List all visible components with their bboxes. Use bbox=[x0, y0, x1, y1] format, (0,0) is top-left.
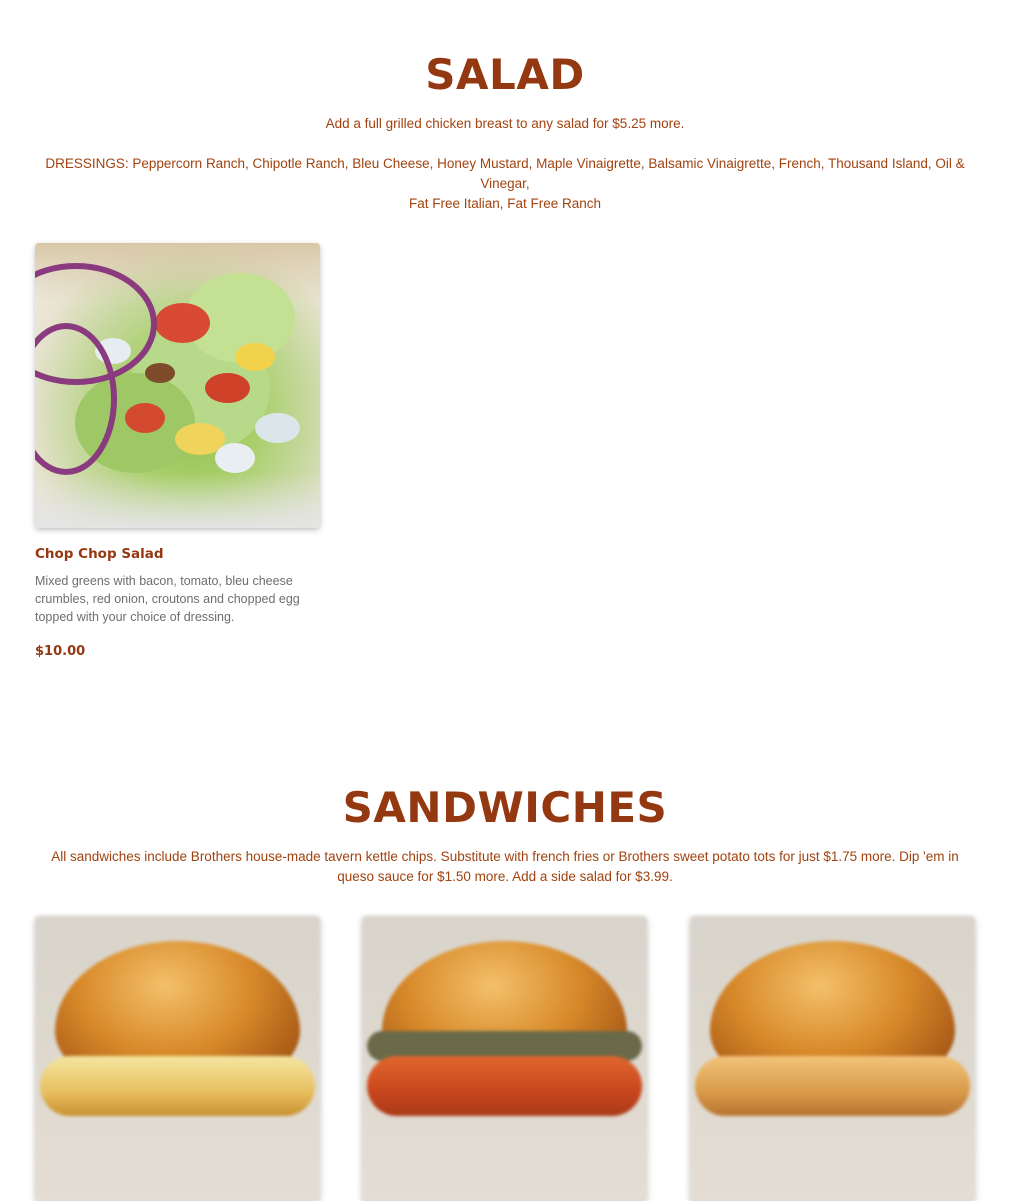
dressings-line-2: Fat Free Italian, Fat Free Ranch bbox=[408, 196, 602, 211]
salad-section-title: SALAD bbox=[425, 50, 585, 99]
menu-item-card[interactable] bbox=[362, 916, 647, 1201]
menu-item-price: $10.00 bbox=[35, 644, 86, 659]
salad-photo[interactable] bbox=[35, 243, 320, 528]
onion-sandwich-photo[interactable] bbox=[690, 916, 975, 1201]
salad-dressings-note bbox=[35, 154, 975, 214]
sandwiches-note: All sandwiches include Brothers house-made tavern kettle chips. Substitute with french fries or Brothers sweet potato tots for just $1.75 more. Dip 'em in queso sauce for $1.50 more. Add a side salad for $3.99. bbox=[51, 849, 959, 884]
menu-item-card[interactable] bbox=[35, 243, 320, 659]
menu-item-description: Mixed greens with bacon, tomato, bleu cheese crumbles, red onion, croutons and chopped egg topped with your choice of dressing. bbox=[35, 574, 300, 624]
chicken-sandwich-photo[interactable] bbox=[35, 916, 320, 1201]
bowl-rim-bottom bbox=[35, 473, 320, 528]
menu-item-card[interactable] bbox=[35, 916, 320, 1201]
dressings-line-1: DRESSINGS: Peppercorn Ranch, Chipotle Ranch, Bleu Cheese, Honey Mustard, Maple Vinaigrette, Balsamic Vinaigrette, French, Thousand Island, Oil & Vinegar, bbox=[45, 156, 965, 191]
buffalo-sandwich-photo[interactable] bbox=[362, 916, 647, 1201]
menu-item-card[interactable] bbox=[690, 916, 975, 1201]
menu-item-name: Chop Chop Salad bbox=[35, 546, 164, 562]
salad-chicken-note: Add a full grilled chicken breast to any salad for $5.25 more. bbox=[325, 116, 685, 131]
sandwiches-section-title: SANDWICHES bbox=[342, 783, 668, 832]
